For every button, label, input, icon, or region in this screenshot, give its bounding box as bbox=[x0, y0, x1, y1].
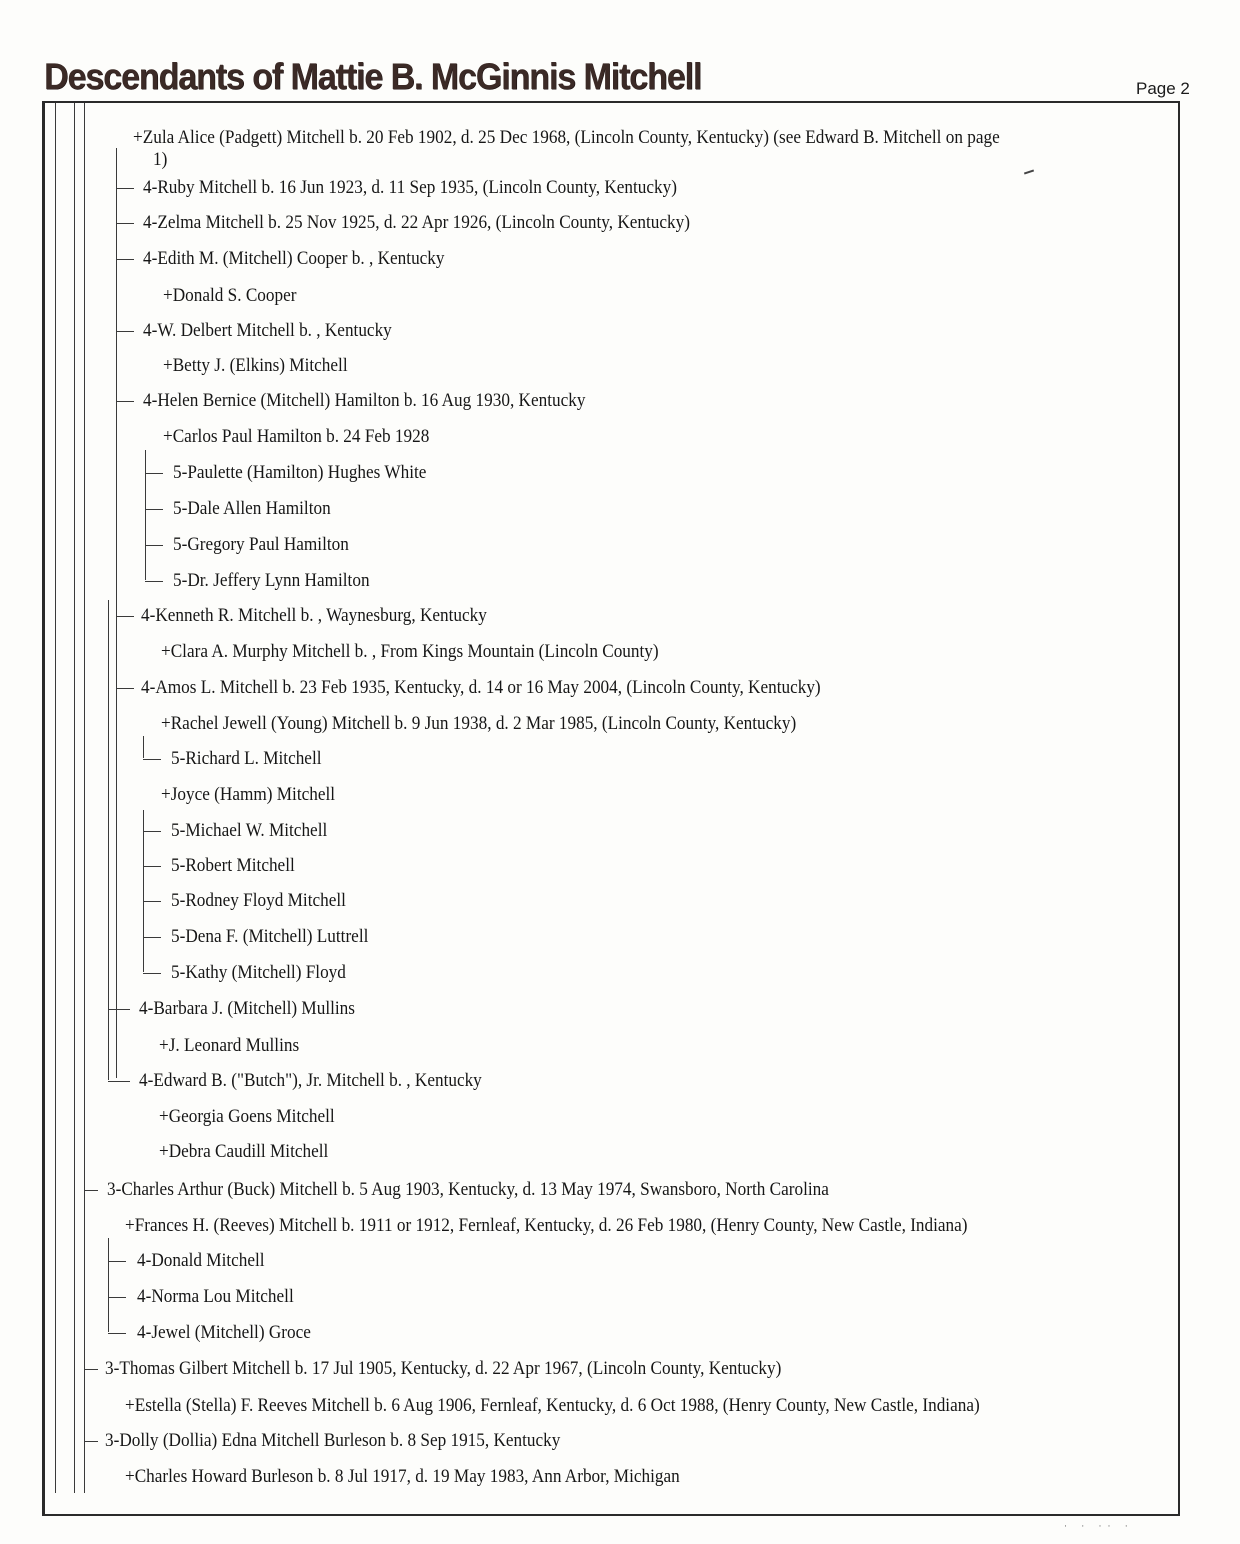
tree-line-gen2 bbox=[74, 103, 75, 1493]
descendant-entry: 5-Dale Allen Hamilton bbox=[173, 499, 331, 519]
descendant-entry: 4-Ruby Mitchell b. 16 Jun 1923, d. 11 Sep 1935, (Lincoln County, Kentucky) bbox=[143, 178, 677, 198]
descendant-entry: 5-Rodney Floyd Mitchell bbox=[171, 891, 346, 911]
tree-connector bbox=[143, 901, 161, 902]
spouse-entry: +J. Leonard Mullins bbox=[159, 1036, 300, 1056]
tree-connector bbox=[108, 1081, 130, 1082]
tree-connector bbox=[143, 973, 161, 974]
spouse-entry: +Debra Caudill Mitchell bbox=[159, 1142, 329, 1162]
descendant-entry: 5-Robert Mitchell bbox=[171, 856, 295, 876]
tree-connector bbox=[143, 831, 161, 832]
descendant-entry: 4-Donald Mitchell bbox=[137, 1251, 265, 1271]
tree-connector bbox=[116, 223, 134, 224]
descendant-entry: 4-Jewel (Mitchell) Groce bbox=[137, 1323, 311, 1343]
tree-line-gen3 bbox=[84, 103, 85, 1493]
descendant-entry: 4-Helen Bernice (Mitchell) Hamilton b. 16 Aug 1930, Kentucky bbox=[143, 391, 586, 411]
descendant-entry: 4-Barbara J. (Mitchell) Mullins bbox=[139, 999, 355, 1019]
tree-connector bbox=[143, 866, 161, 867]
spouse-entry: +Charles Howard Burleson b. 8 Jul 1917, d. 19 May 1983, Ann Arbor, Michigan bbox=[125, 1467, 680, 1487]
descendant-entry: 5-Paulette (Hamilton) Hughes White bbox=[173, 463, 427, 483]
spouse-entry: +Joyce (Hamm) Mitchell bbox=[161, 785, 336, 805]
descendant-entry: 4-Zelma Mitchell b. 25 Nov 1925, d. 22 Apr 1926, (Lincoln County, Kentucky) bbox=[143, 213, 690, 233]
tree-connector bbox=[108, 1333, 126, 1334]
tree-connector bbox=[145, 509, 163, 510]
descendant-entry: 5-Richard L. Mitchell bbox=[171, 749, 322, 769]
tree-connector bbox=[145, 473, 163, 474]
spouse-entry: +Frances H. (Reeves) Mitchell b. 1911 or 1912, Fernleaf, Kentucky, d. 26 Feb 1980, (Henry County, New Castle, Indiana) bbox=[125, 1216, 968, 1236]
tree-connector bbox=[108, 1261, 126, 1262]
descendant-entry: 5-Gregory Paul Hamilton bbox=[173, 535, 349, 555]
descendant-entry: 4-Norma Lou Mitchell bbox=[137, 1287, 294, 1307]
tree-connector bbox=[145, 581, 163, 582]
footer-scan-dots: · · ·· · bbox=[1064, 1521, 1134, 1531]
tree-connector bbox=[84, 1441, 98, 1442]
tree-connector bbox=[108, 1297, 126, 1298]
page-number: Page 2 bbox=[1136, 79, 1190, 98]
spouse-entry: +Carlos Paul Hamilton b. 24 Feb 1928 bbox=[163, 427, 430, 447]
spouse-entry: +Donald S. Cooper bbox=[163, 286, 297, 306]
tree-connector bbox=[116, 616, 134, 617]
descendant-entry: 5-Dena F. (Mitchell) Luttrell bbox=[171, 927, 369, 947]
tree-connector bbox=[116, 401, 134, 402]
tree-connector bbox=[116, 259, 134, 260]
tree-line-gen5-hamilton bbox=[145, 450, 146, 580]
tree-connector bbox=[145, 545, 163, 546]
spouse-entry: +Zula Alice (Padgett) Mitchell b. 20 Feb 1902, d. 25 Dec 1968, (Lincoln County, Kentucky) (see Edward B. Mitchell on page bbox=[133, 128, 1000, 148]
page-title: Descendants of Mattie B. McGinnis Mitchell bbox=[44, 56, 702, 97]
tree-connector bbox=[108, 1009, 130, 1010]
descendant-entry: 5-Michael W. Mitchell bbox=[171, 821, 328, 841]
entry-continuation: 1) bbox=[153, 150, 168, 170]
tree-connector bbox=[143, 759, 161, 760]
tree-connector bbox=[84, 1369, 98, 1370]
spouse-entry: +Estella (Stella) F. Reeves Mitchell b. 6 Aug 1906, Fernleaf, Kentucky, d. 6 Oct 1988, (Henry County, New Castle, Indiana) bbox=[125, 1396, 980, 1416]
descendant-entry: 4-Edward B. ("Butch"), Jr. Mitchell b. , Kentucky bbox=[139, 1071, 482, 1091]
descendant-entry: 4-Edith M. (Mitchell) Cooper b. , Kentucky bbox=[143, 249, 445, 269]
tree-line-gen4-zula bbox=[116, 148, 117, 1078]
spouse-entry: +Betty J. (Elkins) Mitchell bbox=[163, 356, 348, 376]
descendant-entry: 5-Dr. Jeffery Lynn Hamilton bbox=[173, 571, 370, 591]
descendant-entry: 3-Thomas Gilbert Mitchell b. 17 Jul 1905, Kentucky, d. 22 Apr 1967, (Lincoln County, Kentucky) bbox=[105, 1359, 782, 1379]
descendant-entry: 3-Dolly (Dollia) Edna Mitchell Burleson b. 8 Sep 1915, Kentucky bbox=[105, 1431, 561, 1451]
descendant-entry: 3-Charles Arthur (Buck) Mitchell b. 5 Aug 1903, Kentucky, d. 13 May 1974, Swansboro, North Carolina bbox=[107, 1180, 829, 1200]
tree-line-gen4-charles bbox=[108, 1238, 109, 1332]
descendant-entry: 4-W. Delbert Mitchell b. , Kentucky bbox=[143, 321, 392, 341]
tree-line-gen5-richard bbox=[143, 736, 144, 758]
tree-line-gen1 bbox=[55, 103, 56, 1493]
tree-connector bbox=[143, 937, 161, 938]
descendant-entry: 4-Kenneth R. Mitchell b. , Waynesburg, Kentucky bbox=[141, 606, 487, 626]
spouse-entry: +Clara A. Murphy Mitchell b. , From Kings Mountain (Lincoln County) bbox=[161, 642, 659, 662]
spouse-entry: +Georgia Goens Mitchell bbox=[159, 1107, 335, 1127]
tree-line-gen5-joyce bbox=[143, 810, 144, 972]
tree-line-gen4-left bbox=[108, 600, 109, 1080]
tree-connector bbox=[84, 1190, 98, 1191]
descendant-entry: 4-Amos L. Mitchell b. 23 Feb 1935, Kentucky, d. 14 or 16 May 2004, (Lincoln County, Kentucky) bbox=[141, 678, 821, 698]
tree-connector bbox=[116, 331, 134, 332]
descendant-entry: 5-Kathy (Mitchell) Floyd bbox=[171, 963, 346, 983]
tree-connector bbox=[116, 688, 134, 689]
spouse-entry: +Rachel Jewell (Young) Mitchell b. 9 Jun 1938, d. 2 Mar 1985, (Lincoln County, Kentucky) bbox=[161, 714, 797, 734]
tree-connector bbox=[116, 188, 134, 189]
